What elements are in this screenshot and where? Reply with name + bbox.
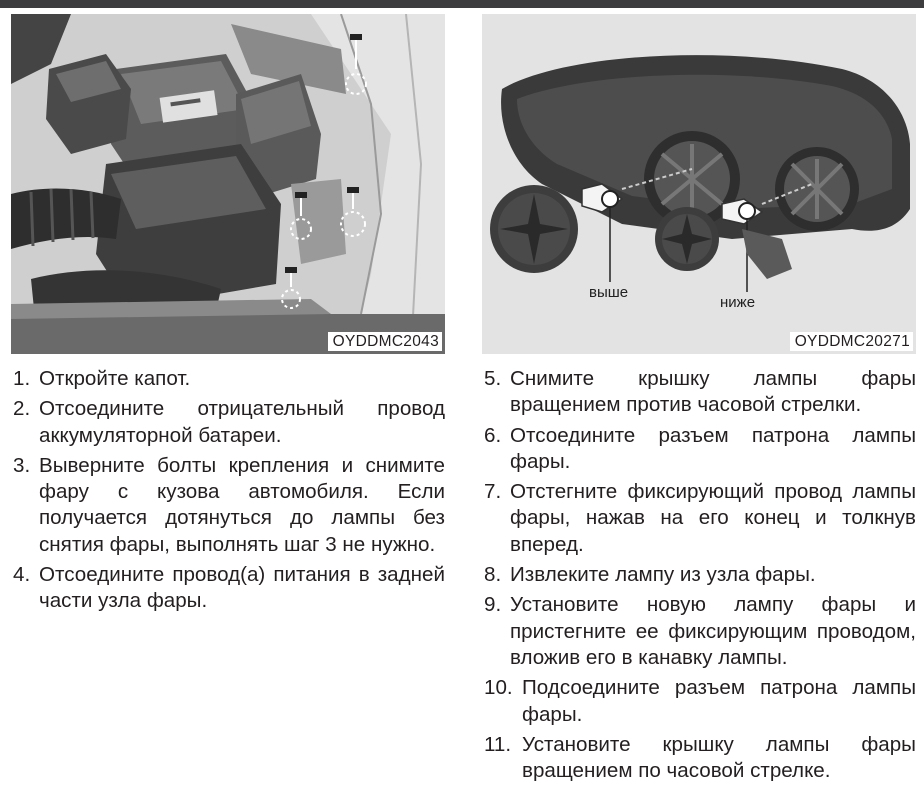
- step-text: Снимите крышку лампы фары вращением против часовой стрелки.: [510, 367, 916, 417]
- step-item: [484, 592, 916, 671]
- figure-code-left: OYDDMC2043: [328, 332, 442, 351]
- step-item: [484, 732, 916, 785]
- step-number: 1.: [13, 367, 31, 390]
- step-number: 7.: [484, 480, 502, 504]
- step-item: [484, 562, 916, 588]
- step-item: [13, 453, 445, 558]
- step-number: 2.: [13, 397, 31, 421]
- callout-upper-label: выше: [589, 284, 629, 301]
- step-item: [13, 562, 445, 615]
- step-item: [13, 396, 445, 449]
- step-item: [484, 423, 916, 476]
- engine-bay-illustration: [11, 14, 445, 354]
- step-text: Отсоедините разъем патрона лампы фары.: [510, 423, 916, 473]
- step-number: 8.: [484, 563, 502, 587]
- step-item: [484, 675, 916, 728]
- step-item: [484, 366, 916, 419]
- figure-code-right: OYDDMC20271: [790, 332, 913, 351]
- step-number: 5.: [484, 367, 502, 390]
- step-number: 9.: [484, 593, 502, 617]
- step-number: 11.: [484, 732, 512, 756]
- step-text: Извлеките лампу из узла фары.: [510, 563, 816, 587]
- step-item: [484, 479, 916, 558]
- step-text: Откройте капот.: [39, 367, 191, 390]
- step-text: Отсоедините отрицательный провод аккумуляторной батареи.: [39, 397, 445, 447]
- step-text: Отсоедините провод(а) питания в задней части узла фары.: [39, 563, 445, 613]
- step-text: Установите крышку лампы фары вращением по часовой стрелке.: [522, 732, 916, 783]
- steps-list-right: [484, 366, 916, 788]
- steps-list-left: [13, 366, 445, 619]
- headlamp-figure: [482, 14, 916, 354]
- step-item: [13, 366, 445, 392]
- step-number: 4.: [13, 563, 31, 587]
- step-text: Установите новую лампу фары и пристегните ее фиксирующим проводом, вложив его в канавку лампы.: [510, 593, 916, 669]
- step-text: Подсоедините разъем патрона лампы фары.: [522, 676, 916, 726]
- step-number: 3.: [13, 453, 31, 477]
- page-header-bar: [0, 0, 924, 8]
- step-text: Выверните болты крепления и снимите фару с кузова автомобиля. Если получается дотянуться до лампы без снятия фары, выполнять шаг 3 не нужно.: [39, 453, 445, 556]
- engine-bay-figure: [11, 14, 445, 354]
- callout-lower-label: ниже: [720, 294, 756, 311]
- step-number: 10.: [484, 676, 513, 700]
- step-number: 6.: [484, 423, 502, 447]
- headlamp-illustration: [482, 14, 916, 354]
- step-text: Отстегните фиксирующий провод лампы фары, нажав на его конец и толкнув вперед.: [510, 480, 916, 556]
